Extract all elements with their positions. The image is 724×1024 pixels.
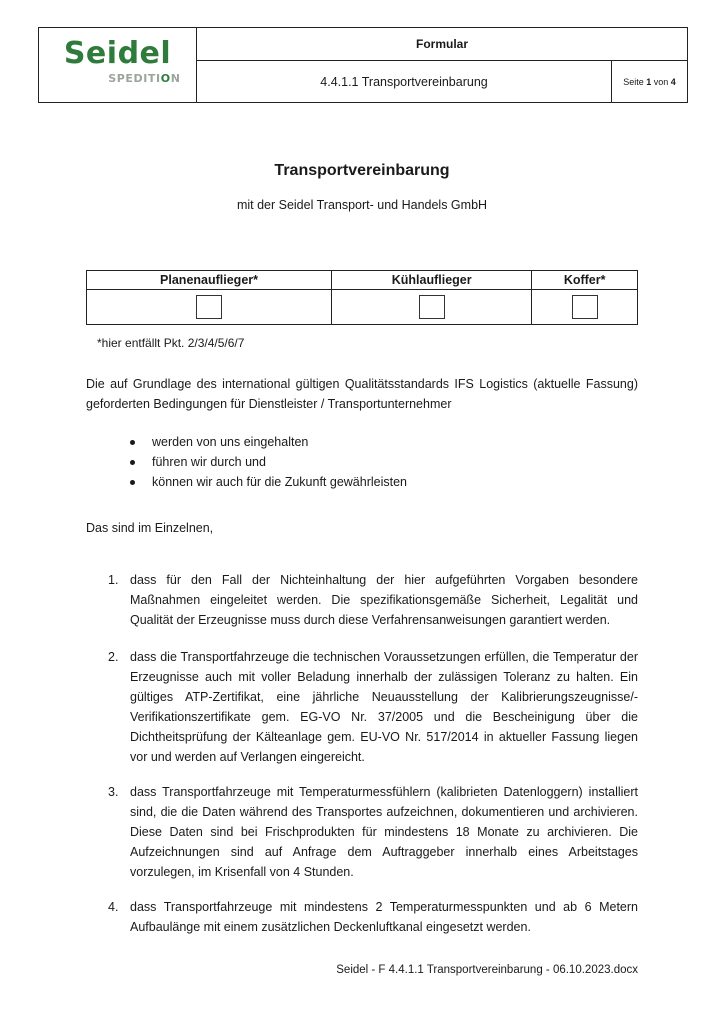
seidel-logo bbox=[55, 35, 181, 86]
logo-wordmark: Seidel bbox=[63, 35, 172, 71]
vehicle-type-cell bbox=[532, 290, 638, 325]
vehicle-type-cell bbox=[87, 290, 332, 325]
item-text: dass die Transportfahrzeuge die technischen Voraussetzungen erfüllen, die Temperatur der Erzeugnisse auch mit voller Beladung innerhalb der zulässigen Toleranz zu halten. Ein gültiges ATP-Zertifikat, eine jährliche Neuausstellung der Kalibrierungszeugnisse/-Verifikationszertifikate gem. EG-VO Nr. 37/2005 und die Bescheinigung über die Dichtheitsprüfung der Kälteanlage gem. EU-VO Nr. 517/2014 in aktueller Fassung liegen vor und werden auf Verlangen eingereicht. bbox=[130, 650, 638, 764]
item-number: 1. bbox=[108, 573, 119, 587]
list-item: werden von uns eingehalten bbox=[128, 432, 407, 452]
numbered-item bbox=[108, 782, 638, 882]
planenauflieger-checkbox[interactable] bbox=[196, 295, 222, 319]
page-title: Transportvereinbarung bbox=[274, 162, 450, 179]
vehicle-type-header: Planenauflieger* bbox=[87, 271, 332, 290]
item-number: 2. bbox=[108, 650, 119, 664]
bullet-list bbox=[128, 432, 407, 492]
intro-paragraph: Die auf Grundlage des international gültigen Qualitätsstandards IFS Logistics (aktuelle Fassung) geforderten Bedingungen für Dienstleister / Transportunternehmer bbox=[86, 377, 638, 411]
item-number: 4. bbox=[108, 900, 119, 914]
details-intro: Das sind im Einzelnen, bbox=[86, 521, 214, 535]
numbered-item bbox=[108, 647, 638, 767]
numbered-item bbox=[108, 570, 638, 630]
item-text: dass Transportfahrzeuge mit Temperaturmessfühlern (kalibrieten Datenloggern) installiert sind, die die Daten während des Transportes aufzeichnen, dokumentieren und archivieren. Diese Daten sind bei Frischprodukten für mindestens 18 Monate zu archivieren. Die Aufzeichnungen sind auf Anfrage dem Auftraggeber innerhalb eines Arbeitstages vorzulegen, im Krisenfall von 4 Stunden. bbox=[130, 785, 638, 879]
vehicle-type-table bbox=[86, 270, 638, 325]
vehicle-type-cell bbox=[332, 290, 532, 325]
kuehlauflieger-checkbox[interactable] bbox=[419, 295, 445, 319]
vehicle-type-header: Koffer* bbox=[532, 271, 638, 290]
document-title-cell: 4.4.1.1 Transportvereinbarung bbox=[197, 61, 612, 103]
item-text: dass für den Fall der Nichteinhaltung der hier aufgeführten Vorgaben besondere Maßnahmen eingeleitet werden. Die spezifikationsgemäße Sicherheit, Legalität und Qualität der Erzeugnisse muss durch diese Verfahrensanweisungen garantiert werden. bbox=[130, 573, 638, 627]
koffer-checkbox[interactable] bbox=[572, 295, 598, 319]
page-subtitle: mit der Seidel Transport- und Handels GmbH bbox=[236, 198, 488, 212]
page-indicator: Seite 1 von 4 bbox=[612, 61, 688, 103]
list-item: können wir auch für die Zukunft gewährleisten bbox=[128, 472, 407, 492]
form-label: Formular bbox=[197, 28, 688, 61]
item-number: 3. bbox=[108, 785, 119, 799]
item-text: dass Transportfahrzeuge mit mindestens 2 Temperaturmesspunkten und ab 6 Metern Aufbaulänge mit einem zusätzlichen Deckenluftkanal eingesetzt werden. bbox=[130, 900, 638, 934]
logo-subline: SPEDITION bbox=[108, 71, 181, 85]
numbered-item bbox=[108, 897, 638, 937]
page-footer: Seidel - F 4.4.1.1 Transportvereinbarung - 06.10.2023.docx bbox=[336, 964, 638, 976]
logo-cell bbox=[39, 28, 197, 103]
footnote: *hier entfällt Pkt. 2/3/4/5/6/7 bbox=[97, 336, 245, 350]
list-item: führen wir durch und bbox=[128, 452, 407, 472]
document-header bbox=[38, 27, 688, 103]
vehicle-type-header: Kühlauflieger bbox=[332, 271, 532, 290]
